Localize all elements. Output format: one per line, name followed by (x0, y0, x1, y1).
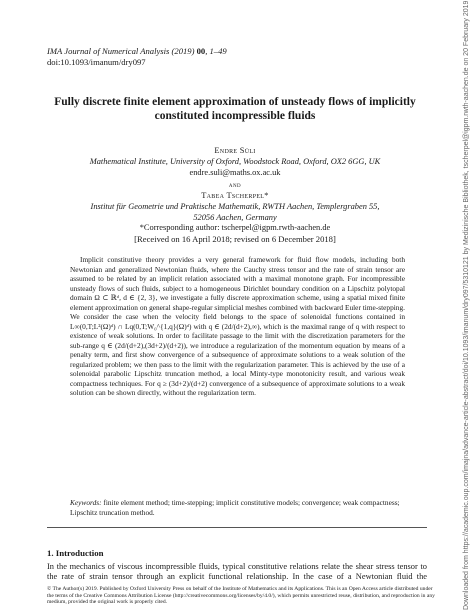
copyright-footnote: © The Author(s) 2019. Published by Oxford University Press on behalf of the Institute of Mathematics and its Applications. This is an Open Access article distributed under the terms of the Creative Commons Attribution License (http://creativecommons.org/licenses/by/4.0/), which permits unrestricted reuse, distribution, and reproduction in any medium, provided the original work is properly cited. (47, 586, 435, 606)
author1-name: Endre Süli (214, 146, 256, 155)
author2-affiliation-line1: Institut für Geometrie und Praktische Mathematik, RWTH Aachen, Templergraben 55, (90, 202, 380, 211)
section-heading: 1. Introduction (47, 548, 104, 558)
intro-text: In the mechanics of viscous incompressible fluids, typical constitutive relations relate the shear stress tensor to the rate of strain tensor through an explicit functional relationship. In the case of a Newtonian fluid the (47, 562, 427, 582)
abstract-rule (47, 527, 427, 528)
corresponding-author: *Corresponding author: tscherpel@igpm.rwth-aachen.de (139, 223, 331, 232)
journal-year: (2019) (171, 46, 195, 56)
download-note: Downloaded from https://academic.oup.com/imajna/advance-article-abstract/doi/10.1093/imanum/dry097/5310121 by Medizinische Bibliothek, tscherpel@igpm.rwth-aachen.de on 20 February 2019 (463, 0, 470, 610)
journal-pages: , 1–49 (205, 46, 227, 56)
author2-name: Tabea Tscherpel* (201, 191, 269, 200)
author2-affiliation-line2: 52056 Aachen, Germany (193, 213, 277, 222)
doi: doi:10.1093/imanum/dry097 (47, 57, 146, 67)
abstract-text: Implicit constitutive theory provides a very general framework for fluid flow models, including both Newtonian and generalized Newtonian fluids, where the Cauchy stress tensor and the rate of strain tensor are assumed to be related by an implicit relation associated with a maximal monotone graph. For incompressible unsteady flows of such fluids, subject to a homogeneous Dirichlet boundary condition on a Lipschitz polytopal domain Ω ⊂ ℝᵈ, d ∈ {2, 3}, we investigate a fully discrete approximation scheme, using a spatial mixed finite element approximation on general shape-regular simplicial meshes combined with backward Euler time-stepping. We consider the case when the velocity field belongs to the space of solenoidal functions contained in L∞(0,T;L²(Ω)ᵈ) ∩ Lq(0,T;W₀^{1,q}(Ω)ᵈ) with q ∈ (2d/(d+2),∞), which is the maximal range of q with respect to existence of weak solutions. In order to facilitate passage to the limit with the discretization parameters for the sub-range q ∈ (2d/(d+2),(3d+2)/(d+2)), we introduce a regularization of the momentum equation by means of a penalty term, and first show convergence of a subsequence of approximate solutions to a weak solution of the regularized problem; we then pass to the limit with the regularization parameter. This is achieved by the use of a solenoidal parabolic Lipschitz truncation method, a local Minty-type monotonicity result, and various weak compactness techniques. For q ≥ (3d+2)/(d+2) convergence of a subsequence of approximate solutions to a weak solution can be shown directly, without the regularization term. (70, 255, 405, 397)
author1-email: endre.suli@maths.ox.ac.uk (189, 168, 281, 177)
keywords-label: Keywords: (70, 498, 102, 507)
journal-name: IMA Journal of Numerical Analysis (47, 46, 170, 56)
intro-paragraph (47, 562, 427, 584)
and-separator: and (228, 180, 242, 189)
keywords-text: finite element method; time-stepping; implicit constitutive models; convergence; weak compactness; Lipschitz truncation method. (70, 498, 400, 517)
paper-title: Fully discrete finite element approximation of unsteady flows of implicitly constituted incompressible fluids (54, 96, 416, 122)
abstract (70, 255, 405, 398)
journal-volume: 00 (196, 46, 206, 56)
received-dates: [Received on 16 April 2018; revised on 6 December 2018] (134, 234, 336, 244)
author1-affiliation: Mathematical Institute, University of Oxford, Woodstock Road, Oxford, OX2 6GG, UK (89, 157, 381, 166)
keywords (70, 498, 405, 517)
download-sidebar (462, 0, 472, 616)
journal-header (47, 46, 227, 57)
